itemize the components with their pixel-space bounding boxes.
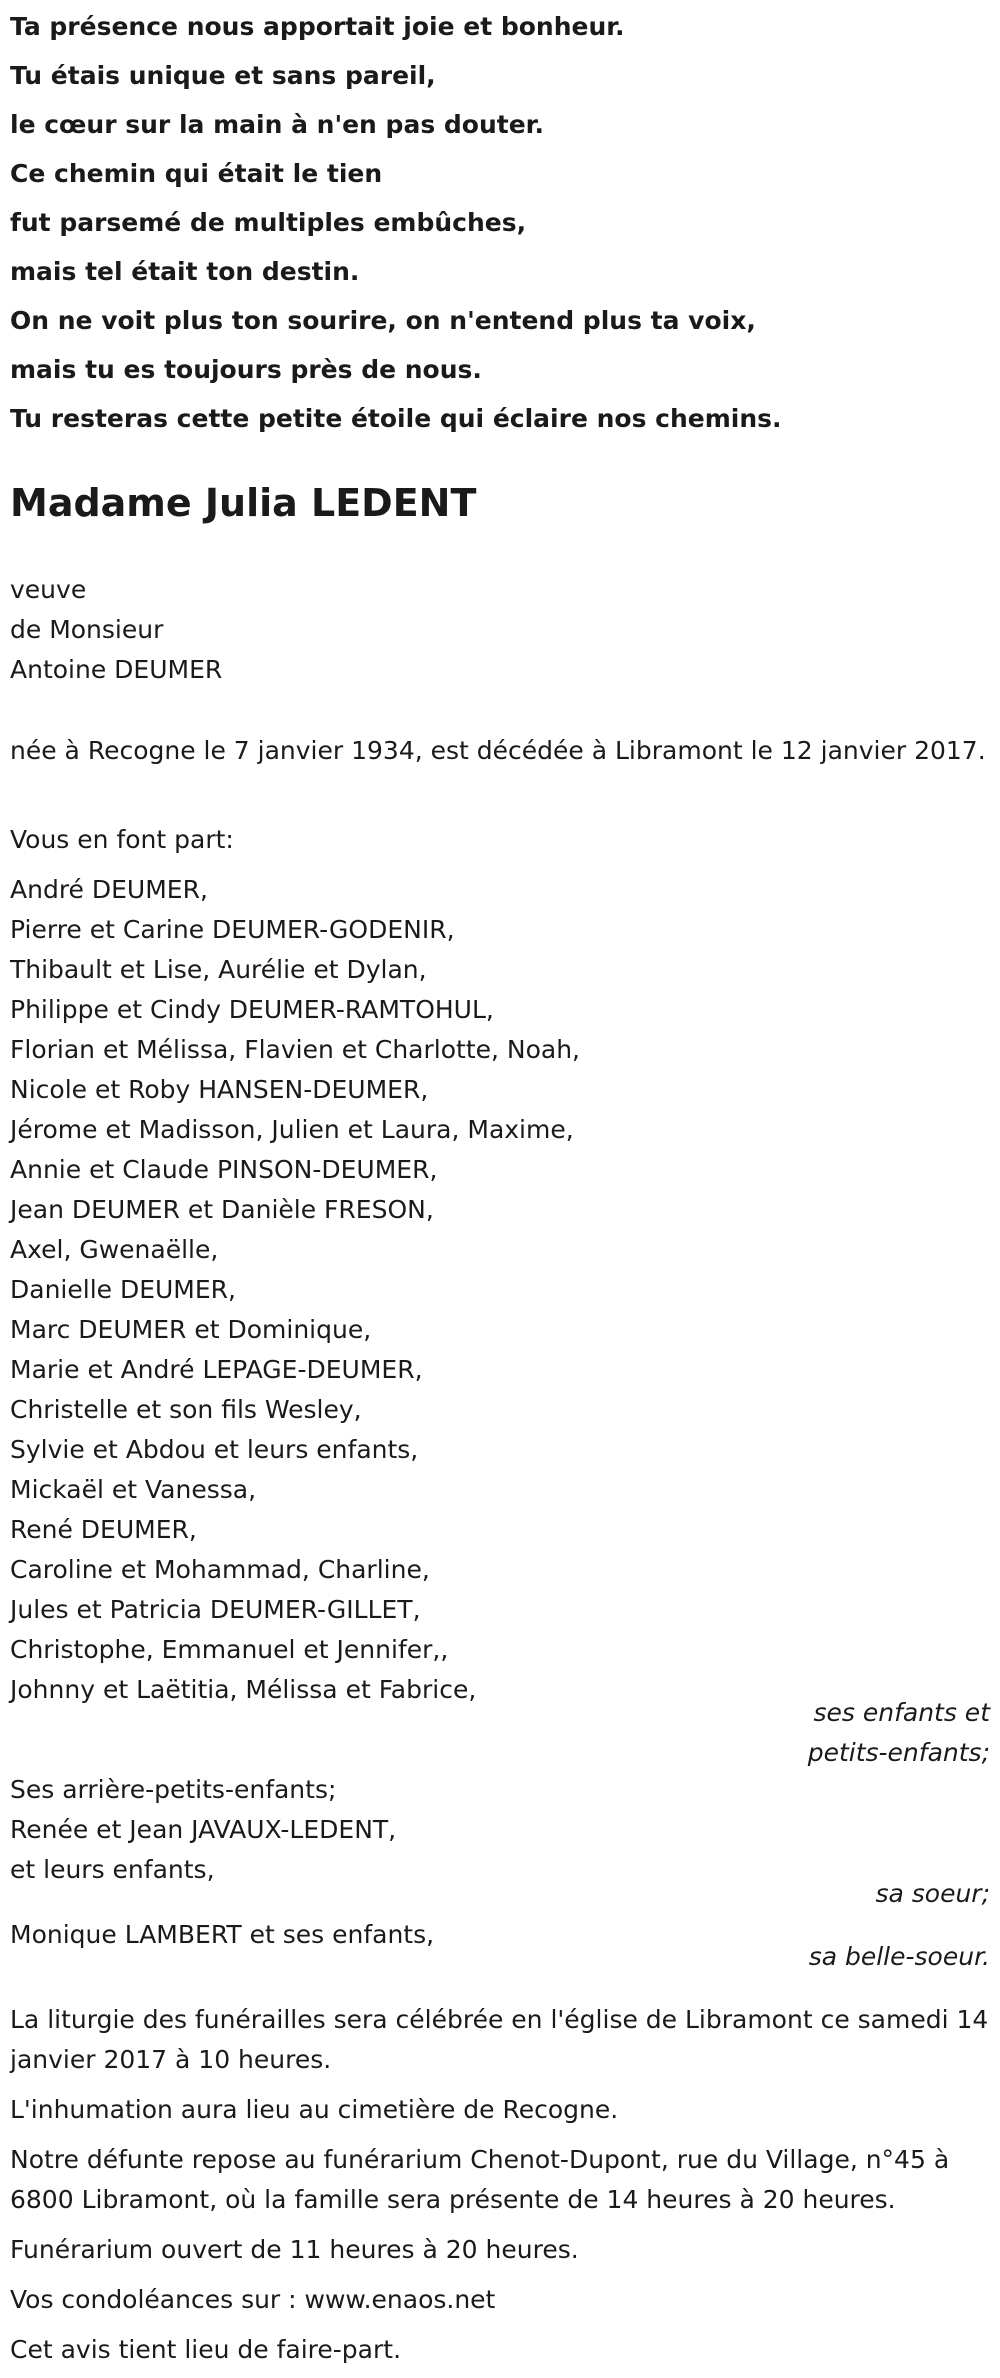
family-member: Nicole et Roby HANSEN-DEUMER, bbox=[10, 1075, 429, 1104]
great-grandchildren-line: et leurs enfants, bbox=[10, 1855, 215, 1884]
poem bbox=[10, 2, 782, 443]
great-grandchildren-line: Renée et Jean JAVAUX-LEDENT, bbox=[10, 1815, 397, 1844]
family-member: René DEUMER, bbox=[10, 1515, 197, 1544]
widow-line: veuve bbox=[10, 575, 87, 604]
relation-sister-in-law: sa belle-soeur. bbox=[808, 1942, 990, 1971]
poem-line: Tu étais unique et sans pareil, bbox=[10, 61, 436, 90]
poem-line: Tu resteras cette petite étoile qui éclaire nos chemins. bbox=[10, 404, 782, 433]
relation-sister: sa soeur; bbox=[875, 1879, 990, 1908]
family-member: Mickaël et Vanessa, bbox=[10, 1475, 257, 1504]
widow-line: Antoine DEUMER bbox=[10, 655, 223, 684]
funerarium-hours: Funérarium ouvert de 11 heures à 20 heures. bbox=[10, 2235, 579, 2264]
poem-line: mais tu es toujours près de nous. bbox=[10, 355, 482, 384]
notice-text: Cet avis tient lieu de faire-part. bbox=[10, 2335, 402, 2364]
family-list bbox=[10, 870, 580, 1710]
condolences-text: Vos condoléances sur : www.enaos.net bbox=[10, 2285, 496, 2314]
family-member: Marie et André LEPAGE-DEUMER, bbox=[10, 1355, 423, 1384]
family-member: Sylvie et Abdou et leurs enfants, bbox=[10, 1435, 419, 1464]
family-member: Danielle DEUMER, bbox=[10, 1275, 236, 1304]
widow-line: de Monsieur bbox=[10, 615, 164, 644]
family-member: Pierre et Carine DEUMER-GODENIR, bbox=[10, 915, 455, 944]
burial-text: L'inhumation aura lieu au cimetière de Recogne. bbox=[10, 2095, 619, 2124]
family-member: Jérome et Madisson, Julien et Laura, Maxime, bbox=[10, 1115, 574, 1144]
family-member: Thibault et Lise, Aurélie et Dylan, bbox=[10, 955, 427, 984]
poem-line: Ce chemin qui était le tien bbox=[10, 159, 383, 188]
funeral-text: La liturgie des funérailles sera célébrée en l'église de Libramont ce samedi 14 janvier 2017 à 10 heures. bbox=[10, 2005, 989, 2074]
great-grandchildren-line: Ses arrière-petits-enfants; bbox=[10, 1775, 337, 1804]
family-member: Florian et Mélissa, Flavien et Charlotte, Noah, bbox=[10, 1035, 581, 1064]
poem-line: On ne voit plus ton sourire, on n'entend plus ta voix, bbox=[10, 306, 756, 335]
family-member: Caroline et Mohammad, Charline, bbox=[10, 1555, 430, 1584]
funerarium-rest-text: Notre défunte repose au funérarium Chenot-Dupont, rue du Village, n°45 à 6800 Libramont, où la famille sera présente de 14 heures à 20 heures. bbox=[10, 2145, 950, 2214]
family-member: Christelle et son fils Wesley, bbox=[10, 1395, 362, 1424]
family-member: Axel, Gwenaëlle, bbox=[10, 1235, 219, 1264]
family-member: Philippe et Cindy DEUMER-RAMTOHUL, bbox=[10, 995, 494, 1024]
relation-children: ses enfants et bbox=[813, 1698, 990, 1727]
notify-intro: Vous en font part: bbox=[10, 825, 234, 854]
family-member: Christophe, Emmanuel et Jennifer,, bbox=[10, 1635, 449, 1664]
family-member: Jules et Patricia DEUMER-GILLET, bbox=[10, 1595, 421, 1624]
poem-line: le cœur sur la main à n'en pas douter. bbox=[10, 110, 544, 139]
birth-death-text: née à Recogne le 7 janvier 1934, est décédée à Libramont le 12 janvier 2017. bbox=[10, 736, 986, 765]
family-member: Marc DEUMER et Dominique, bbox=[10, 1315, 372, 1344]
poem-line: mais tel était ton destin. bbox=[10, 257, 360, 286]
great-grandchildren bbox=[10, 1770, 396, 1890]
deceased-name: Madame Julia LEDENT bbox=[10, 481, 477, 525]
poem-line: fut parsemé de multiples embûches, bbox=[10, 208, 527, 237]
relation-grandchildren: petits-enfants; bbox=[807, 1738, 990, 1767]
family-member: Jean DEUMER et Danièle FRESON, bbox=[10, 1195, 434, 1224]
family-member: Annie et Claude PINSON-DEUMER, bbox=[10, 1155, 438, 1184]
sister-in-law-line: Monique LAMBERT et ses enfants, bbox=[10, 1920, 435, 1949]
family-member: Johnny et Laëtitia, Mélissa et Fabrice, bbox=[10, 1675, 477, 1704]
family-member: André DEUMER, bbox=[10, 875, 208, 904]
poem-line: Ta présence nous apportait joie et bonheur. bbox=[10, 12, 625, 41]
widow-of bbox=[10, 570, 222, 690]
